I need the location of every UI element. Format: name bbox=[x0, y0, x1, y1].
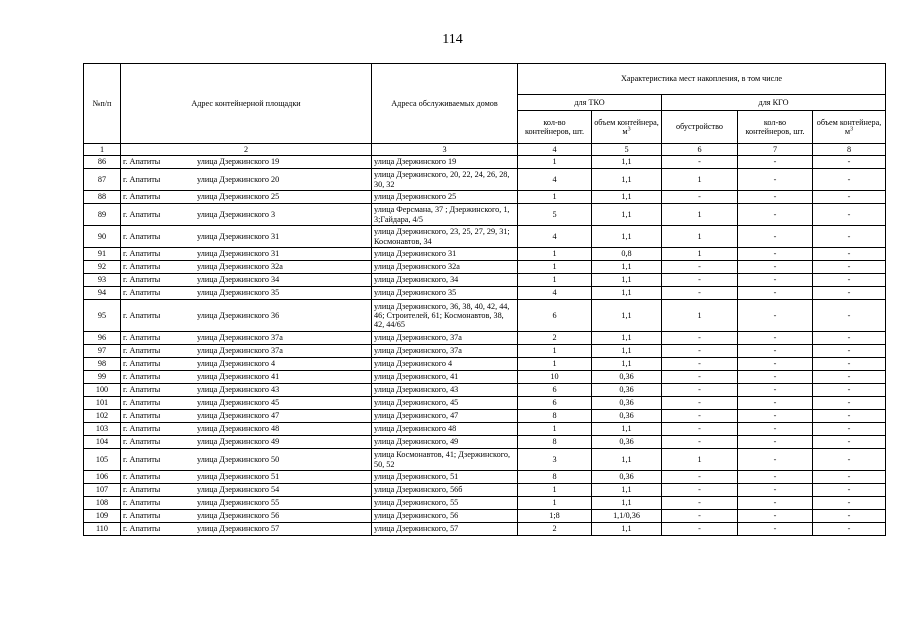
column-number: 5 bbox=[592, 144, 662, 156]
kgo-arrangement: 1 bbox=[662, 169, 738, 191]
site-street: улица Дзержинского 47 bbox=[197, 411, 280, 421]
site-city: г. Апатиты bbox=[123, 437, 161, 447]
site-street: улица Дзержинского 45 bbox=[197, 398, 280, 408]
kgo-count: - bbox=[738, 248, 813, 261]
table-row bbox=[84, 471, 886, 484]
row-number: 106 bbox=[84, 471, 121, 484]
kgo-arrangement: - bbox=[662, 274, 738, 287]
row-number: 109 bbox=[84, 510, 121, 523]
table-row bbox=[84, 484, 886, 497]
tko-volume: 1,1 bbox=[592, 226, 662, 248]
site-address bbox=[121, 287, 372, 300]
kgo-volume: - bbox=[813, 384, 886, 397]
table-row bbox=[84, 345, 886, 358]
tko-volume: 1,1 bbox=[592, 169, 662, 191]
kgo-volume: - bbox=[813, 358, 886, 371]
site-city: г. Апатиты bbox=[123, 372, 161, 382]
kgo-volume: - bbox=[813, 204, 886, 226]
kgo-volume: - bbox=[813, 287, 886, 300]
kgo-volume: - bbox=[813, 410, 886, 423]
site-city: г. Апатиты bbox=[123, 398, 161, 408]
served-houses: улица Дзержинского, 36, 38, 40, 42, 44, 46; Строителей, 61; Космонавтов, 38, 42, 44/65 bbox=[372, 300, 518, 332]
site-street: улица Дзержинского 43 bbox=[197, 385, 280, 395]
tko-volume: 1,1/0,36 bbox=[592, 510, 662, 523]
table-row bbox=[84, 423, 886, 436]
kgo-arrangement: - bbox=[662, 523, 738, 536]
kgo-count: - bbox=[738, 423, 813, 436]
kgo-count: - bbox=[738, 274, 813, 287]
kgo-arrangement: - bbox=[662, 397, 738, 410]
kgo-arrangement: - bbox=[662, 410, 738, 423]
kgo-arrangement: - bbox=[662, 497, 738, 510]
site-address bbox=[121, 191, 372, 204]
tko-count: 8 bbox=[518, 410, 592, 423]
row-number: 91 bbox=[84, 248, 121, 261]
tko-count: 1 bbox=[518, 248, 592, 261]
kgo-arrangement: - bbox=[662, 484, 738, 497]
kgo-count: - bbox=[738, 510, 813, 523]
site-street: улица Дзержинского 31 bbox=[197, 231, 280, 241]
kgo-count: - bbox=[738, 497, 813, 510]
kgo-count: - bbox=[738, 191, 813, 204]
kgo-count: - bbox=[738, 484, 813, 497]
table-row bbox=[84, 358, 886, 371]
row-number: 88 bbox=[84, 191, 121, 204]
row-number: 96 bbox=[84, 332, 121, 345]
kgo-arrangement: - bbox=[662, 358, 738, 371]
site-street: улица Дзержинского 31 bbox=[197, 249, 280, 259]
site-address bbox=[121, 345, 372, 358]
kgo-volume: - bbox=[813, 156, 886, 169]
tko-count: 1 bbox=[518, 358, 592, 371]
site-address bbox=[121, 384, 372, 397]
row-number: 98 bbox=[84, 358, 121, 371]
tko-volume: 1,1 bbox=[592, 358, 662, 371]
kgo-count: - bbox=[738, 226, 813, 248]
site-city: г. Апатиты bbox=[123, 231, 161, 241]
header-number: №п/п bbox=[84, 64, 121, 144]
table-row bbox=[84, 300, 886, 332]
tko-volume: 0,36 bbox=[592, 384, 662, 397]
tko-count: 8 bbox=[518, 436, 592, 449]
table-row bbox=[84, 248, 886, 261]
site-street: улица Дзержинского 51 bbox=[197, 472, 280, 482]
row-number: 101 bbox=[84, 397, 121, 410]
tko-count: 6 bbox=[518, 300, 592, 332]
site-address bbox=[121, 300, 372, 332]
kgo-count: - bbox=[738, 358, 813, 371]
site-street: улица Дзержинского 34 bbox=[197, 275, 280, 285]
site-street: улица Дзержинского 3 bbox=[197, 209, 276, 219]
kgo-volume: - bbox=[813, 169, 886, 191]
kgo-count: - bbox=[738, 523, 813, 536]
served-houses: улица Дзержинского, 43 bbox=[372, 384, 518, 397]
tko-count: 3 bbox=[518, 449, 592, 471]
site-address bbox=[121, 471, 372, 484]
kgo-arrangement: - bbox=[662, 156, 738, 169]
site-city: г. Апатиты bbox=[123, 288, 161, 298]
kgo-count: - bbox=[738, 371, 813, 384]
kgo-volume: - bbox=[813, 497, 886, 510]
site-address bbox=[121, 274, 372, 287]
site-address bbox=[121, 510, 372, 523]
table-row bbox=[84, 497, 886, 510]
site-street: улица Дзержинского 25 bbox=[197, 192, 280, 202]
row-number: 97 bbox=[84, 345, 121, 358]
header-kgo-arrangement: обустройство bbox=[662, 111, 738, 144]
tko-volume: 1,1 bbox=[592, 449, 662, 471]
tko-volume: 1,1 bbox=[592, 287, 662, 300]
tko-volume: 1,1 bbox=[592, 191, 662, 204]
tko-volume: 0,36 bbox=[592, 436, 662, 449]
kgo-volume: - bbox=[813, 471, 886, 484]
column-number: 7 bbox=[738, 144, 813, 156]
row-number: 93 bbox=[84, 274, 121, 287]
site-city: г. Апатиты bbox=[123, 333, 161, 343]
table-row bbox=[84, 371, 886, 384]
header-tko-count: кол-во контейнеров, шт. bbox=[518, 111, 592, 144]
row-number: 95 bbox=[84, 300, 121, 332]
served-houses: улица Дзержинского, 57 bbox=[372, 523, 518, 536]
site-city: г. Апатиты bbox=[123, 511, 161, 521]
site-street: улица Дзержинского 20 bbox=[197, 174, 280, 184]
table-row bbox=[84, 397, 886, 410]
table-row bbox=[84, 510, 886, 523]
served-houses: улица Дзержинского 48 bbox=[372, 423, 518, 436]
kgo-volume: - bbox=[813, 371, 886, 384]
kgo-volume: - bbox=[813, 274, 886, 287]
tko-volume: 1,1 bbox=[592, 261, 662, 274]
tko-volume: 1,1 bbox=[592, 345, 662, 358]
site-city: г. Апатиты bbox=[123, 524, 161, 534]
served-houses: улица Дзержинского, 47 bbox=[372, 410, 518, 423]
kgo-count: - bbox=[738, 261, 813, 274]
column-number: 3 bbox=[372, 144, 518, 156]
site-city: г. Апатиты bbox=[123, 262, 161, 272]
tko-count: 6 bbox=[518, 397, 592, 410]
tko-count: 2 bbox=[518, 523, 592, 536]
site-city: г. Апатиты bbox=[123, 498, 161, 508]
site-address bbox=[121, 497, 372, 510]
site-city: г. Апатиты bbox=[123, 454, 161, 464]
served-houses: улица Дзержинского 25 bbox=[372, 191, 518, 204]
tko-volume: 0,36 bbox=[592, 371, 662, 384]
kgo-arrangement: - bbox=[662, 384, 738, 397]
kgo-count: - bbox=[738, 384, 813, 397]
row-number: 108 bbox=[84, 497, 121, 510]
header-kgo: для КГО bbox=[662, 95, 886, 111]
served-houses: улица Дзержинского, 34 bbox=[372, 274, 518, 287]
site-address bbox=[121, 436, 372, 449]
served-houses: улица Космонавтов, 41; Дзержинского, 50, 52 bbox=[372, 449, 518, 471]
column-number: 4 bbox=[518, 144, 592, 156]
kgo-volume: - bbox=[813, 523, 886, 536]
tko-count: 4 bbox=[518, 169, 592, 191]
served-houses: улица Дзержинского 35 bbox=[372, 287, 518, 300]
served-houses: улица Дзержинского, 23, 25, 27, 29, 31; Космонавтов, 34 bbox=[372, 226, 518, 248]
page-number: 114 bbox=[442, 32, 463, 47]
kgo-arrangement: - bbox=[662, 261, 738, 274]
kgo-volume: - bbox=[813, 436, 886, 449]
table-row bbox=[84, 449, 886, 471]
site-address bbox=[121, 156, 372, 169]
header-houses: Адреса обслуживаемых домов bbox=[372, 64, 518, 144]
tko-count: 5 bbox=[518, 204, 592, 226]
kgo-arrangement: - bbox=[662, 510, 738, 523]
tko-volume: 1,1 bbox=[592, 484, 662, 497]
tko-volume: 1,1 bbox=[592, 497, 662, 510]
site-street: улица Дзержинского 37а bbox=[197, 333, 283, 343]
site-street: улица Дзержинского 49 bbox=[197, 437, 280, 447]
row-number: 105 bbox=[84, 449, 121, 471]
site-city: г. Апатиты bbox=[123, 209, 161, 219]
site-city: г. Апатиты bbox=[123, 424, 161, 434]
row-number: 104 bbox=[84, 436, 121, 449]
kgo-volume: - bbox=[813, 332, 886, 345]
column-number: 1 bbox=[84, 144, 121, 156]
tko-count: 1 bbox=[518, 497, 592, 510]
site-address bbox=[121, 226, 372, 248]
site-address bbox=[121, 371, 372, 384]
served-houses: улица Дзержинского, 37а bbox=[372, 332, 518, 345]
served-houses: улица Дзержинского, 20, 22, 24, 26, 28, 30, 32 bbox=[372, 169, 518, 191]
served-houses: улица Дзержинского, 37а bbox=[372, 345, 518, 358]
kgo-volume: - bbox=[813, 261, 886, 274]
site-street: улица Дзержинского 55 bbox=[197, 498, 280, 508]
kgo-count: - bbox=[738, 436, 813, 449]
tko-count: 10 bbox=[518, 371, 592, 384]
header-characteristics: Характеристика мест накопления, в том числе bbox=[518, 64, 886, 95]
served-houses: улица Ферсмана, 37 ; Дзержинского, 1, 3;Гайдара, 4/5 bbox=[372, 204, 518, 226]
kgo-volume: - bbox=[813, 191, 886, 204]
tko-volume: 1,1 bbox=[592, 423, 662, 436]
served-houses: улица Дзержинского, 56б bbox=[372, 484, 518, 497]
tko-volume: 1,1 bbox=[592, 274, 662, 287]
kgo-volume: - bbox=[813, 510, 886, 523]
table-body bbox=[84, 156, 886, 536]
site-city: г. Апатиты bbox=[123, 275, 161, 285]
kgo-arrangement: - bbox=[662, 191, 738, 204]
site-address bbox=[121, 410, 372, 423]
table-row bbox=[84, 191, 886, 204]
served-houses: улица Дзержинского, 45 bbox=[372, 397, 518, 410]
row-number: 92 bbox=[84, 261, 121, 274]
table-row bbox=[84, 384, 886, 397]
tko-volume: 1,1 bbox=[592, 156, 662, 169]
tko-count: 1 bbox=[518, 274, 592, 287]
column-number: 6 bbox=[662, 144, 738, 156]
kgo-arrangement: 1 bbox=[662, 449, 738, 471]
served-houses: улица Дзержинского 4 bbox=[372, 358, 518, 371]
tko-volume: 0,36 bbox=[592, 410, 662, 423]
header-kgo-volume: объем контейнера, $м^3$ bbox=[813, 111, 886, 144]
kgo-count: - bbox=[738, 345, 813, 358]
kgo-arrangement: - bbox=[662, 287, 738, 300]
tko-count: 4 bbox=[518, 226, 592, 248]
kgo-arrangement: 1 bbox=[662, 248, 738, 261]
tko-count: 1 bbox=[518, 156, 592, 169]
tko-count: 1 bbox=[518, 484, 592, 497]
site-street: улица Дзержинского 37а bbox=[197, 346, 283, 356]
tko-count: 1 bbox=[518, 345, 592, 358]
table-row bbox=[84, 261, 886, 274]
tko-count: 1;8 bbox=[518, 510, 592, 523]
kgo-arrangement: - bbox=[662, 471, 738, 484]
row-number: 89 bbox=[84, 204, 121, 226]
kgo-count: - bbox=[738, 156, 813, 169]
site-street: улица Дзержинского 41 bbox=[197, 372, 280, 382]
site-city: г. Апатиты bbox=[123, 174, 161, 184]
site-address bbox=[121, 169, 372, 191]
tko-count: 2 bbox=[518, 332, 592, 345]
table-row bbox=[84, 226, 886, 248]
site-city: г. Апатиты bbox=[123, 411, 161, 421]
kgo-volume: - bbox=[813, 226, 886, 248]
row-number: 87 bbox=[84, 169, 121, 191]
site-street: улица Дзержинского 36 bbox=[197, 310, 280, 320]
table-row bbox=[84, 287, 886, 300]
site-city: г. Апатиты bbox=[123, 310, 161, 320]
tko-volume: 1,1 bbox=[592, 204, 662, 226]
tko-count: 8 bbox=[518, 471, 592, 484]
site-city: г. Апатиты bbox=[123, 485, 161, 495]
site-address bbox=[121, 248, 372, 261]
header-tko: для ТКО bbox=[518, 95, 662, 111]
site-city: г. Апатиты bbox=[123, 385, 161, 395]
site-address bbox=[121, 397, 372, 410]
table-row bbox=[84, 410, 886, 423]
row-number: 107 bbox=[84, 484, 121, 497]
site-address bbox=[121, 449, 372, 471]
row-number: 100 bbox=[84, 384, 121, 397]
kgo-volume: - bbox=[813, 397, 886, 410]
row-number: 99 bbox=[84, 371, 121, 384]
kgo-volume: - bbox=[813, 449, 886, 471]
kgo-count: - bbox=[738, 449, 813, 471]
tko-volume: 1,1 bbox=[592, 300, 662, 332]
tko-count: 1 bbox=[518, 191, 592, 204]
site-address bbox=[121, 332, 372, 345]
kgo-volume: - bbox=[813, 300, 886, 332]
register-table bbox=[83, 63, 886, 536]
header-site-address: Адрес контейнерной площадки bbox=[121, 64, 372, 144]
kgo-arrangement: 1 bbox=[662, 226, 738, 248]
site-address bbox=[121, 423, 372, 436]
tko-count: 1 bbox=[518, 261, 592, 274]
tko-volume: 0,36 bbox=[592, 471, 662, 484]
site-address bbox=[121, 484, 372, 497]
site-address bbox=[121, 358, 372, 371]
site-street: улица Дзержинского 48 bbox=[197, 424, 280, 434]
served-houses: улица Дзержинского 31 bbox=[372, 248, 518, 261]
row-number: 103 bbox=[84, 423, 121, 436]
site-city: г. Апатиты bbox=[123, 346, 161, 356]
kgo-count: - bbox=[738, 169, 813, 191]
site-street: улица Дзержинского 19 bbox=[197, 157, 280, 167]
kgo-count: - bbox=[738, 287, 813, 300]
tko-volume: 0,8 bbox=[592, 248, 662, 261]
kgo-count: - bbox=[738, 397, 813, 410]
row-number: 110 bbox=[84, 523, 121, 536]
tko-count: 6 bbox=[518, 384, 592, 397]
row-number: 102 bbox=[84, 410, 121, 423]
row-number: 86 bbox=[84, 156, 121, 169]
served-houses: улица Дзержинского, 51 bbox=[372, 471, 518, 484]
site-street: улица Дзержинского 54 bbox=[197, 485, 280, 495]
site-city: г. Апатиты bbox=[123, 472, 161, 482]
table-row bbox=[84, 169, 886, 191]
table-row bbox=[84, 156, 886, 169]
kgo-arrangement: 1 bbox=[662, 300, 738, 332]
column-number: 8 bbox=[813, 144, 886, 156]
table-row bbox=[84, 204, 886, 226]
tko-count: 4 bbox=[518, 287, 592, 300]
header-kgo-count: кол-во контейнеров, шт. bbox=[738, 111, 813, 144]
served-houses: улица Дзержинского, 41 bbox=[372, 371, 518, 384]
kgo-volume: - bbox=[813, 484, 886, 497]
site-city: г. Апатиты bbox=[123, 157, 161, 167]
row-number: 94 bbox=[84, 287, 121, 300]
kgo-arrangement: - bbox=[662, 423, 738, 436]
kgo-arrangement: - bbox=[662, 371, 738, 384]
column-number: 2 bbox=[121, 144, 372, 156]
served-houses: улица Дзержинского, 49 bbox=[372, 436, 518, 449]
kgo-arrangement: - bbox=[662, 436, 738, 449]
site-city: г. Апатиты bbox=[123, 192, 161, 202]
tko-count: 1 bbox=[518, 423, 592, 436]
table-row bbox=[84, 436, 886, 449]
tko-volume: 1,1 bbox=[592, 332, 662, 345]
site-address bbox=[121, 204, 372, 226]
served-houses: улица Дзержинского, 55 bbox=[372, 497, 518, 510]
table-row bbox=[84, 274, 886, 287]
kgo-count: - bbox=[738, 471, 813, 484]
row-number: 90 bbox=[84, 226, 121, 248]
site-street: улица Дзержинского 56 bbox=[197, 511, 280, 521]
kgo-count: - bbox=[738, 410, 813, 423]
kgo-volume: - bbox=[813, 345, 886, 358]
served-houses: улица Дзержинского 32а bbox=[372, 261, 518, 274]
kgo-volume: - bbox=[813, 248, 886, 261]
kgo-arrangement: - bbox=[662, 345, 738, 358]
served-houses: улица Дзержинского, 56 bbox=[372, 510, 518, 523]
kgo-arrangement: 1 bbox=[662, 204, 738, 226]
site-street: улица Дзержинского 4 bbox=[197, 359, 276, 369]
site-street: улица Дзержинского 50 bbox=[197, 454, 280, 464]
tko-volume: 0,36 bbox=[592, 397, 662, 410]
site-street: улица Дзержинского 35 bbox=[197, 288, 280, 298]
table-row bbox=[84, 332, 886, 345]
tko-volume: 1,1 bbox=[592, 523, 662, 536]
served-houses: улица Дзержинского 19 bbox=[372, 156, 518, 169]
kgo-count: - bbox=[738, 204, 813, 226]
table-row bbox=[84, 523, 886, 536]
kgo-volume: - bbox=[813, 423, 886, 436]
kgo-count: - bbox=[738, 300, 813, 332]
kgo-count: - bbox=[738, 332, 813, 345]
site-city: г. Апатиты bbox=[123, 359, 161, 369]
site-address bbox=[121, 523, 372, 536]
site-street: улица Дзержинского 32а bbox=[197, 262, 283, 272]
kgo-arrangement: - bbox=[662, 332, 738, 345]
header-tko-volume: объем контейнера, $м^3$ bbox=[592, 111, 662, 144]
site-city: г. Апатиты bbox=[123, 249, 161, 259]
site-address bbox=[121, 261, 372, 274]
site-street: улица Дзержинского 57 bbox=[197, 524, 280, 534]
